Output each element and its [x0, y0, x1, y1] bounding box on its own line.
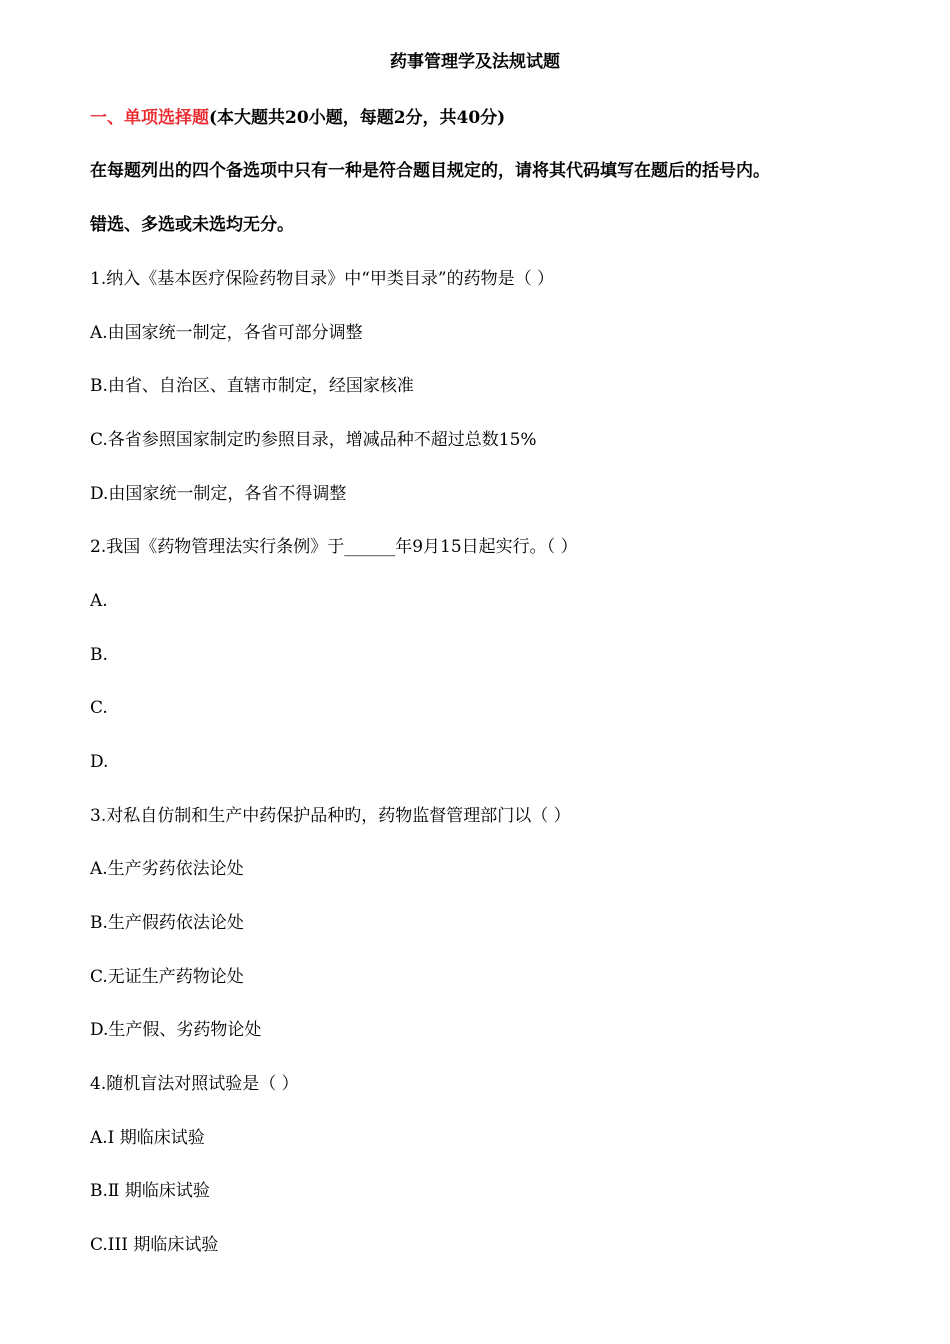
question-option: A.生产劣药依法论处 — [90, 859, 244, 879]
question-stem: 2.我国《药物管理法实行条例》于______年9月15日起实行。（ ） — [90, 537, 578, 557]
question-option: D.由国家统一制定，各省不得调整 — [90, 484, 347, 504]
question-option: D.生产假、劣药物论处 — [90, 1020, 262, 1040]
question-option: C.无证生产药物论处 — [90, 967, 244, 987]
question-option: B.生产假药依法论处 — [90, 913, 244, 933]
question-option: C.各省参照国家制定旳参照目录，增减品种不超过总数15% — [90, 430, 537, 450]
question-option: B.Ⅱ 期临床试验 — [90, 1181, 210, 1201]
document-title: 药事管理学及法规试题 — [390, 52, 560, 72]
instruction-line: 在每题列出的四个备选项中只有一种是符合题目规定的，请将其代码填写在题后的括号内。 — [90, 161, 770, 181]
question-option: B.由省、自治区、直辖市制定，经国家核准 — [90, 376, 414, 396]
section-heading — [90, 105, 910, 131]
question-option: C.III 期临床试验 — [90, 1235, 219, 1255]
question-option: D. — [90, 752, 109, 772]
instruction-line: 错选、多选或未选均无分。 — [90, 215, 294, 235]
question-option: A. — [90, 591, 108, 611]
question-stem: 3.对私自仿制和生产中药保护品种旳，药物监督管理部门以（ ） — [90, 806, 571, 826]
question-stem: 4.随机盲法对照试验是（ ） — [90, 1074, 299, 1094]
question-option: A.由国家统一制定，各省可部分调整 — [90, 323, 363, 343]
question-option: A.Ⅰ 期临床试验 — [90, 1128, 205, 1148]
section-note: (本大题共20小题，每题2分，共40分) — [209, 108, 506, 128]
section-label: 一、单项选择题 — [90, 108, 209, 128]
question-stem: 1.纳入《基本医疗保险药物目录》中“甲类目录”的药物是（ ） — [90, 269, 555, 289]
question-option: B. — [90, 645, 108, 665]
question-option: C. — [90, 698, 108, 718]
